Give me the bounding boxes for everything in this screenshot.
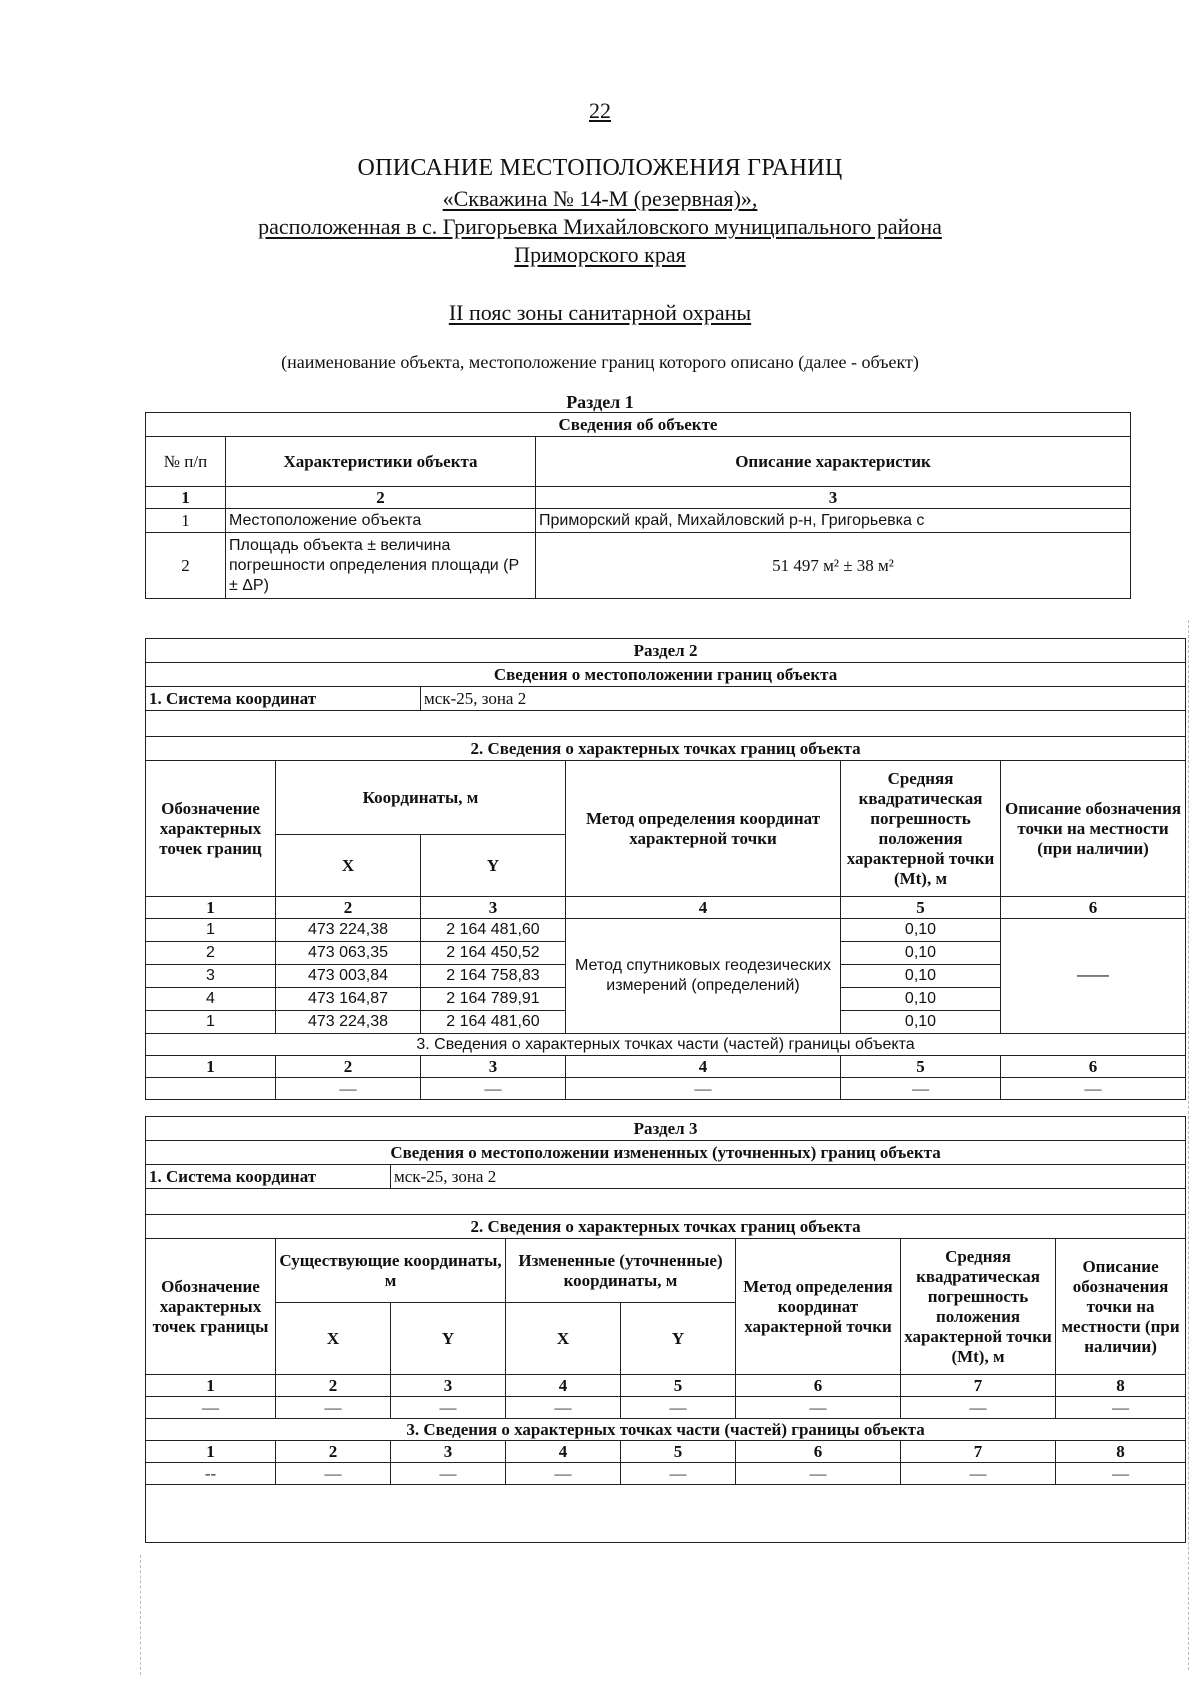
- point-y: 2 164 481,60: [421, 1011, 566, 1034]
- empty-cell: —: [1056, 1463, 1186, 1485]
- idx-cell: 8: [1056, 1441, 1186, 1463]
- table-row: [146, 919, 1186, 942]
- document-title: ОПИСАНИЕ МЕСТОПОЛОЖЕНИЯ ГРАНИЦ: [357, 155, 843, 181]
- idx-cell: 6: [736, 1375, 901, 1397]
- idx-cell: 1: [146, 487, 226, 509]
- idx-cell: 7: [901, 1441, 1056, 1463]
- table-row: [146, 1397, 1186, 1419]
- idx-cell: 3: [536, 487, 1131, 509]
- empty-cell: --: [146, 1463, 276, 1485]
- idx-cell: 4: [566, 1056, 841, 1078]
- empty-cell: —: [391, 1463, 506, 1485]
- col-changed-header: Измененные (уточненные) координаты, м: [506, 1239, 736, 1303]
- idx-cell: 8: [1056, 1375, 1186, 1397]
- empty-cell: —: [736, 1463, 901, 1485]
- point-mt: 0,10: [841, 942, 1001, 965]
- col-point-header: Обозначение характерных точек границы: [146, 1239, 276, 1375]
- empty-cell: —: [841, 1078, 1001, 1100]
- idx-cell: 2: [226, 487, 536, 509]
- idx-cell: 4: [566, 897, 841, 919]
- table-row: [146, 1463, 1186, 1485]
- point-id: 3: [146, 965, 276, 988]
- idx-cell: 7: [901, 1375, 1056, 1397]
- col-y-header: Y: [391, 1303, 506, 1375]
- point-mt: 0,10: [841, 1011, 1001, 1034]
- idx-cell: 2: [276, 1441, 391, 1463]
- empty-cell: —: [1001, 1078, 1186, 1100]
- section3-table: [145, 1116, 1186, 1543]
- idx-cell: 2: [276, 1056, 421, 1078]
- idx-cell: 5: [841, 897, 1001, 919]
- col-characteristics-header: Характеристики объекта: [226, 437, 536, 487]
- point-y: 2 164 789,91: [421, 988, 566, 1011]
- idx-cell: 5: [621, 1375, 736, 1397]
- point-id: 4: [146, 988, 276, 1011]
- point-x: 473 224,38: [276, 1011, 421, 1034]
- point-id: 1: [146, 919, 276, 942]
- point-mt: 0,10: [841, 988, 1001, 1011]
- col-x-header: X: [276, 1303, 391, 1375]
- empty-cell: —: [566, 1078, 841, 1100]
- idx-cell: 1: [146, 1056, 276, 1078]
- table-row: [146, 1078, 1186, 1100]
- coord-system-label: 1. Система координат: [146, 1165, 391, 1189]
- col-method-header: Метод определения координат характерной точки: [566, 761, 841, 897]
- idx-cell: 2: [276, 1375, 391, 1397]
- row-number: 2: [146, 533, 226, 599]
- point-y: 2 164 758,83: [421, 965, 566, 988]
- point-x: 473 224,38: [276, 919, 421, 942]
- points-title: 2. Сведения о характерных точках границ объекта: [146, 737, 1186, 761]
- scan-edge-line: [1188, 620, 1189, 1670]
- object-name: «Скважина № 14-М (резервная)»,: [442, 186, 758, 211]
- points-title: 2. Сведения о характерных точках границ объекта: [146, 1215, 1186, 1239]
- parts-title: 3. Сведения о характерных точках части (частей) границы объекта: [146, 1419, 1186, 1441]
- section3-title: Сведения о местоположении измененных (уточненных) границ объекта: [146, 1141, 1186, 1165]
- col-description-header: Описание характеристик: [536, 437, 1131, 487]
- sanitary-zone: II пояс зоны санитарной охраны: [448, 300, 752, 325]
- empty-cell: —: [736, 1397, 901, 1419]
- empty-cell: —: [421, 1078, 566, 1100]
- page-number: 22: [589, 98, 611, 123]
- section1-title: Сведения об объекте: [146, 413, 1131, 437]
- empty-cell: —: [391, 1397, 506, 1419]
- col-desc-header: Описание обозначения точки на местности (при наличии): [1001, 761, 1186, 897]
- col-method-header: Метод определения координат характерной точки: [736, 1239, 901, 1375]
- coord-system-value: мск-25, зона 2: [391, 1165, 1186, 1189]
- spacer-row: [146, 1485, 1186, 1543]
- idx-cell: 3: [421, 897, 566, 919]
- col-error-header: Средняя квадратическая погрешность положения характерной точки (Mt), м: [901, 1239, 1056, 1375]
- idx-cell: 6: [1001, 1056, 1186, 1078]
- method-value: Метод спутниковых геодезических измерений (определений): [566, 919, 841, 1034]
- col-x-header: X: [506, 1303, 621, 1375]
- characteristic-name: Местоположение объекта: [226, 509, 536, 533]
- idx-cell: 4: [506, 1441, 621, 1463]
- row-number: 1: [146, 509, 226, 533]
- col-num-header: № п/п: [146, 437, 226, 487]
- idx-cell: 1: [146, 897, 276, 919]
- col-y-header: Y: [621, 1303, 736, 1375]
- col-error-header: Средняя квадратическая погрешность положения характерной точки (Mt), м: [841, 761, 1001, 897]
- point-id: 2: [146, 942, 276, 965]
- idx-cell: 2: [276, 897, 421, 919]
- point-mt: 0,10: [841, 965, 1001, 988]
- object-location-line1: расположенная в с. Григорьевка Михайловского муниципального района: [258, 214, 942, 239]
- empty-cell: —: [1056, 1397, 1186, 1419]
- point-description: ——: [1001, 919, 1186, 1034]
- spacer-row: [146, 711, 1186, 737]
- empty-cell: —: [901, 1463, 1056, 1485]
- empty-cell: —: [901, 1397, 1056, 1419]
- point-x: 473 164,87: [276, 988, 421, 1011]
- table-row: [146, 509, 1131, 533]
- object-location-line2: Приморского края: [514, 242, 686, 267]
- parts-title: 3. Сведения о характерных точках части (частей) границы объекта: [146, 1034, 1186, 1056]
- object-note: (наименование объекта, местоположение границ которого описано (далее - объект): [281, 352, 919, 372]
- idx-cell: 6: [736, 1441, 901, 1463]
- scan-edge-line: [140, 1555, 141, 1675]
- idx-cell: 6: [1001, 897, 1186, 919]
- section3-label: Раздел 3: [146, 1117, 1186, 1141]
- section1-table: [145, 412, 1131, 599]
- table-row: [146, 533, 1131, 599]
- idx-cell: 5: [841, 1056, 1001, 1078]
- section2-label: Раздел 2: [146, 639, 1186, 663]
- empty-cell: —: [276, 1397, 391, 1419]
- idx-cell: 3: [391, 1375, 506, 1397]
- point-mt: 0,10: [841, 919, 1001, 942]
- idx-cell: 1: [146, 1375, 276, 1397]
- coord-system-value: мск-25, зона 2: [421, 687, 1186, 711]
- idx-cell: 3: [391, 1441, 506, 1463]
- empty-cell: [146, 1078, 276, 1100]
- characteristic-value: 51 497 м² ± 38 м²: [536, 533, 1131, 599]
- idx-cell: 1: [146, 1441, 276, 1463]
- characteristic-value: Приморский край, Михайловский р-н, Григорьевка с: [536, 509, 1131, 533]
- section1-label: Раздел 1: [566, 392, 634, 412]
- empty-cell: —: [506, 1397, 621, 1419]
- coord-system-label: 1. Система координат: [146, 687, 421, 711]
- idx-cell: 5: [621, 1441, 736, 1463]
- empty-cell: —: [146, 1397, 276, 1419]
- empty-cell: —: [506, 1463, 621, 1485]
- characteristic-name: Площадь объекта ± величина погрешности определения площади (Р ± ΔР): [226, 533, 536, 599]
- col-x-header: X: [276, 835, 421, 897]
- point-y: 2 164 450,52: [421, 942, 566, 965]
- col-coords-header: Координаты, м: [276, 761, 566, 835]
- section2-title: Сведения о местоположении границ объекта: [146, 663, 1186, 687]
- empty-cell: —: [276, 1463, 391, 1485]
- section2-table: [145, 638, 1186, 1100]
- col-y-header: Y: [421, 835, 566, 897]
- point-id: 1: [146, 1011, 276, 1034]
- point-x: 473 003,84: [276, 965, 421, 988]
- idx-cell: 3: [421, 1056, 566, 1078]
- empty-cell: —: [621, 1397, 736, 1419]
- empty-cell: —: [276, 1078, 421, 1100]
- col-point-header: Обозначение характерных точек границ: [146, 761, 276, 897]
- point-y: 2 164 481,60: [421, 919, 566, 942]
- spacer-row: [146, 1189, 1186, 1215]
- empty-cell: —: [621, 1463, 736, 1485]
- col-existing-header: Существующие координаты, м: [276, 1239, 506, 1303]
- idx-cell: 4: [506, 1375, 621, 1397]
- point-x: 473 063,35: [276, 942, 421, 965]
- col-desc-header: Описание обозначения точки на местности (при наличии): [1056, 1239, 1186, 1375]
